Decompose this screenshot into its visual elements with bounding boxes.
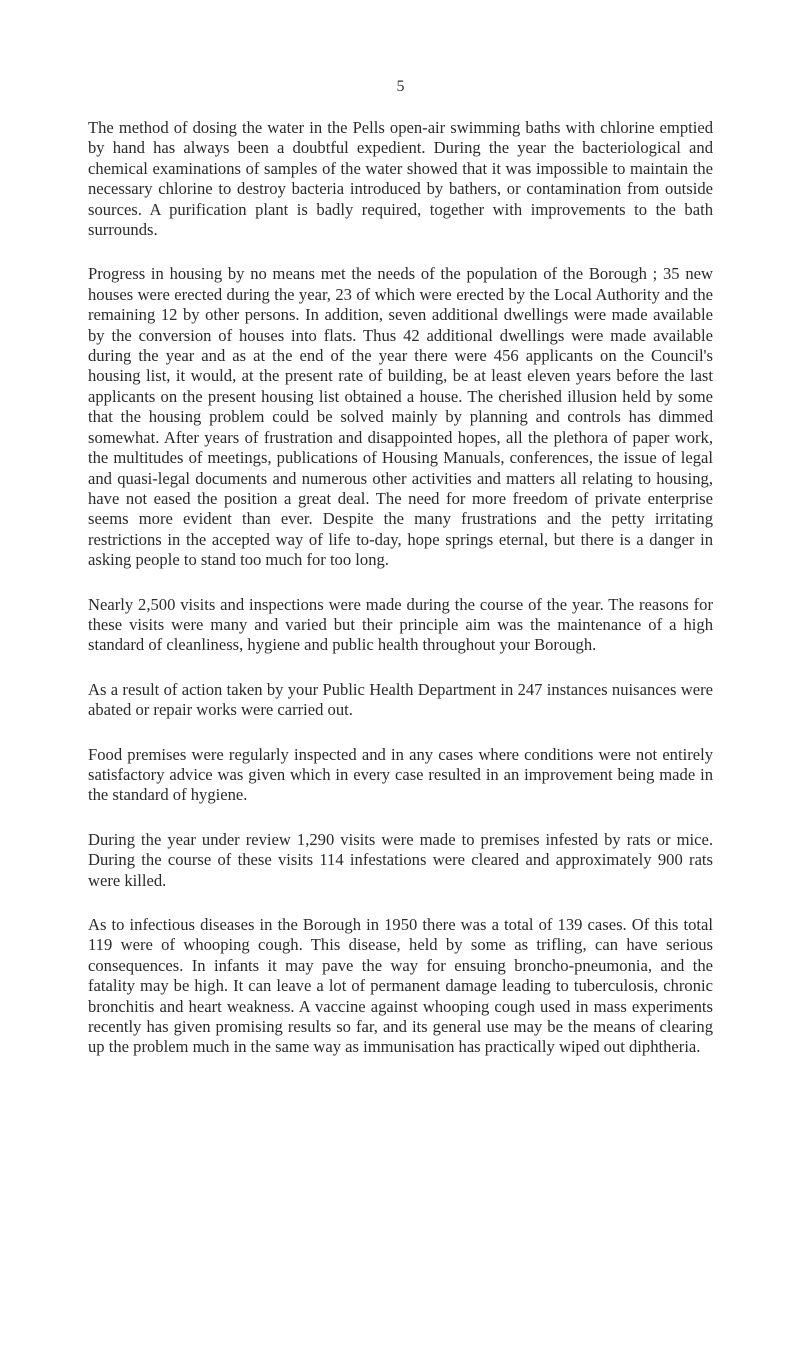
paragraph-gap — [88, 656, 713, 680]
paragraph-gap — [88, 806, 713, 830]
paragraph-gap — [88, 571, 713, 595]
paragraph-swimming-baths: The method of dosing the water in the Pells open-air swimming baths with chlorine emptied by hand has always been a doubtful expedient. During the year the bacteriological and chemical examinations of samples of the water showed that it was impossible to maintain the necessary chlorine to destroy bacteria introduced by bathers, or contamination from outside sources. A purification plant is badly required, together with improvements to the bath surrounds. — [88, 118, 713, 240]
paragraph-visits-inspections: Nearly 2,500 visits and inspections were made during the course of the year. The reasons for these visits were many and varied but their principle aim was the maintenance of a high standard of cleanliness, hygiene and public health throughout your Borough. — [88, 594, 713, 655]
paragraph-gap — [88, 240, 713, 264]
page-number: 5 — [396, 78, 405, 95]
paragraph-food-premises: Food premises were regularly inspected and in any cases where conditions were not entirely satisfactory advice was given which in every case resulted in an improvement being made in the standard of hygiene. — [88, 744, 713, 805]
paragraph-rodent-control: During the year under review 1,290 visits were made to premises infested by rats or mice. During the course of these visits 114 infestations were cleared and approximately 900 rats were killed. — [88, 829, 713, 890]
paragraph-gap — [88, 891, 713, 915]
paragraph-gap — [88, 721, 713, 745]
paragraph-infectious-diseases: As to infectious diseases in the Borough in 1950 there was a total of 139 cases. Of this total 119 were of whooping cough. This disease, held by some as trifling, can have serious consequences. In infants it may pave the way for ensuing broncho-pneumonia, and the fatality may be high. It can leave a lot of permanent damage leading to tuberculosis, chronic bronchitis and heart weakness. A vaccine against whooping cough used in mass experiments recently has given promising results so far, and its general use may be the means of clearing up the problem much in the same way as immunisation has practically wiped out diphtheria. — [88, 915, 713, 1057]
paragraph-housing: Progress in housing by no means met the needs of the population of the Borough ; 35 new houses were erected during the year, 23 of which were erected by the Local Authority and the remaining 12 by other persons. In addition, seven additional dwellings were made available by the conversion of houses into flats. Thus 42 additional dwellings were made available during the year and as at the end of the year there were 456 applicants on the Council's housing list, it would, at the present rate of building, be at least eleven years before the last applicants on the present housing list obtained a house. The cherished illusion held by some that the housing problem could be solved mainly by planning and controls has dimmed somewhat. After years of frustration and disappointed hopes, all the plethora of paper work, the multitudes of meetings, publications of Housing Manuals, conferences, the issue of legal and quasi-legal documents and numerous other activities and matters all relating to housing, have not eased the position a great deal. The need for more freedom of private enterprise seems more evident than ever. Despite the many frustrations and the petty irritating restrictions in the accepted way of life to-day, hope springs eternal, but there is a danger in asking people to stand too much for too long. — [88, 264, 713, 570]
paragraph-nuisances: As a result of action taken by your Public Health Department in 247 instances nuisances were abated or repair works were carried out. — [88, 679, 713, 720]
